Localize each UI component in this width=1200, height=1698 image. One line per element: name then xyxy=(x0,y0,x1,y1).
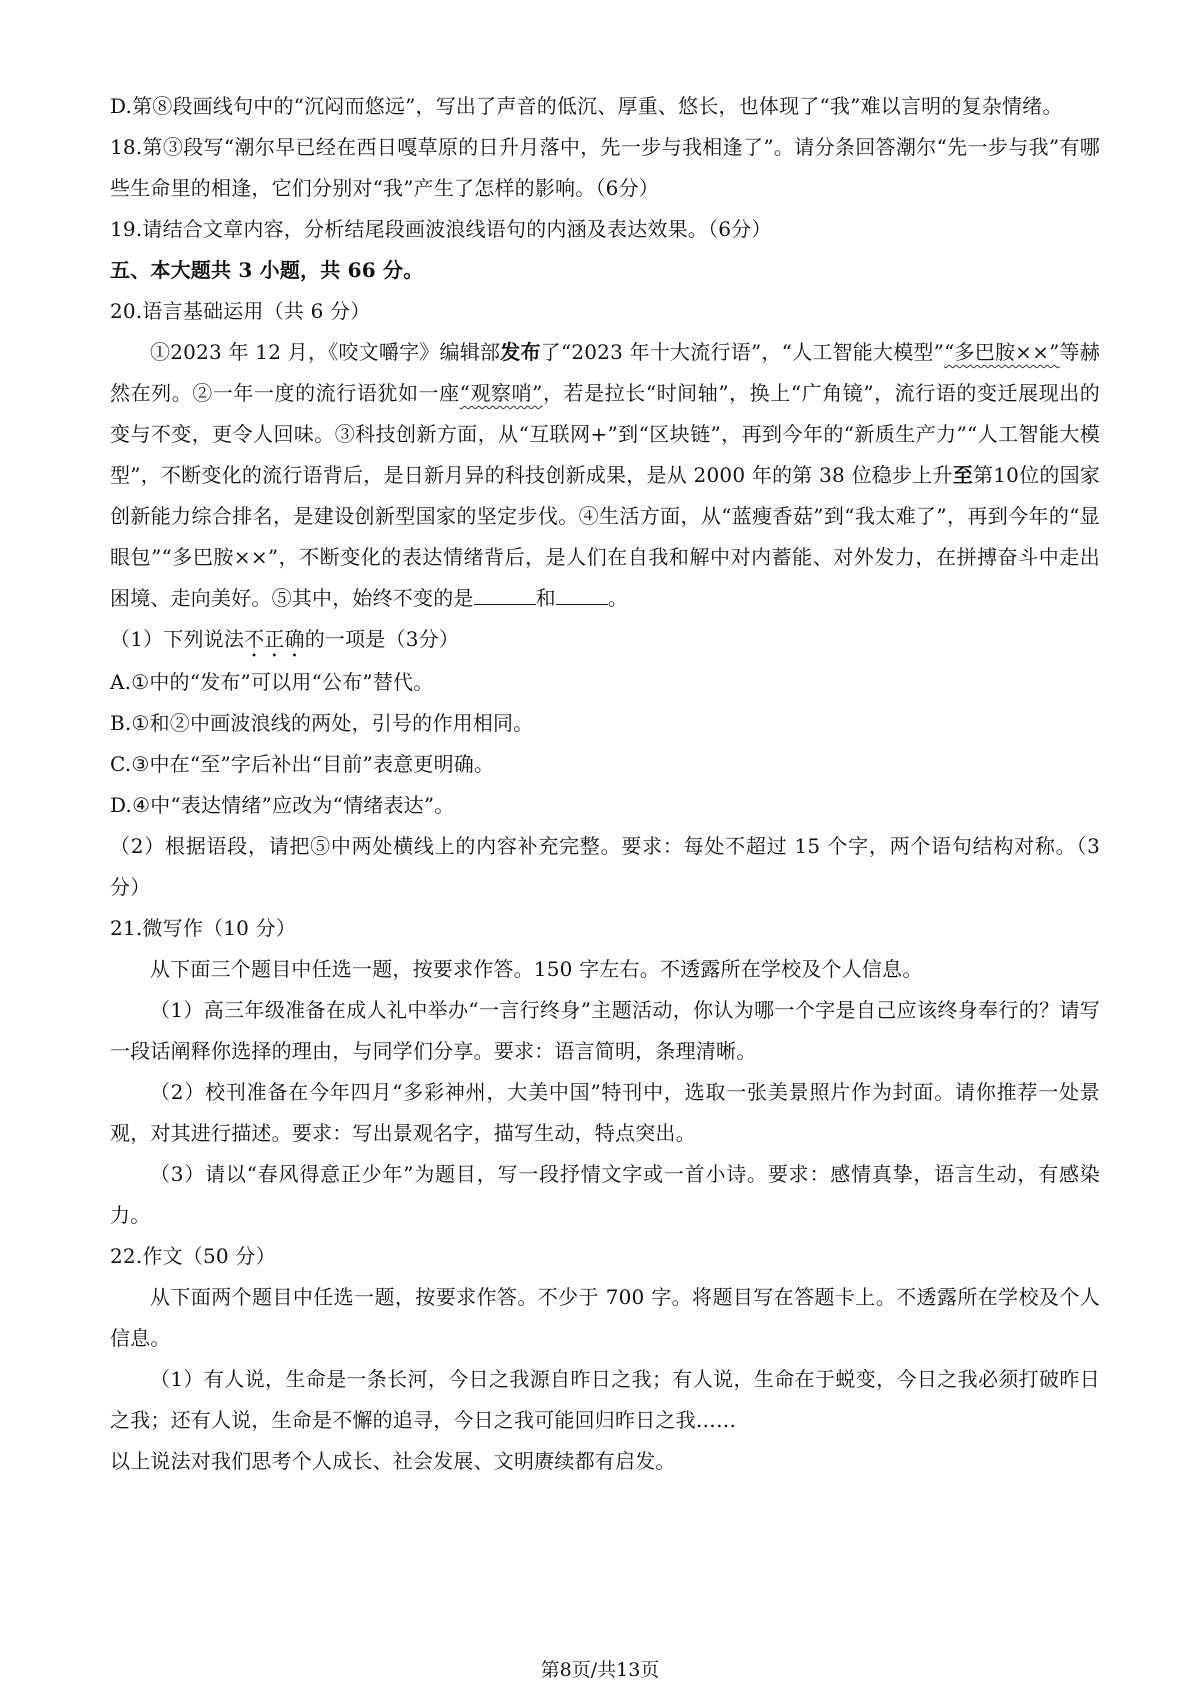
q17-option-d: D.第⑧段画线句中的“沉闷而悠远”，写出了声音的低沉、厚重、悠长，也体现了“我”难以言明的复杂情绪。 xyxy=(110,94,1063,118)
stem-text: 的一项是（3分） xyxy=(304,627,460,651)
q21-intro: 从下面三个题目中任选一题，按要求作答。150 字左右。不透露所在学校及个人信息。 xyxy=(150,957,923,981)
q21-option-3: （3）请以“春风得意正少年”为题目，写一段抒情文字或一首小诗。要求：感情真挚，语言生动，有感染力。 xyxy=(110,1162,1100,1227)
q20-1-option-d: D.④中“表达情绪”应改为“情绪表达”。 xyxy=(110,793,455,817)
answer-blank-2[interactable] xyxy=(556,582,608,605)
q20-1-option-b: B.①和②中画波浪线的两处，引号的作用相同。 xyxy=(110,711,534,735)
passage-text: ①2023 年 12 月，《咬文嚼字》编辑部 xyxy=(150,340,501,364)
passage-text: ，若是拉长“时间轴”，换上“广角镜”，流行语的变迁展现出的变与不变，更令人回味。③科技创新方面，从“互联网+”到“区块链”，再到今年的“新质生产力”“人工智能大模型”，不断变化的流行语背后，是日新月异的科技创新成果，是从 2000 年的第 38 位稳步上升 xyxy=(110,381,1101,487)
q20-2-question: （2）根据语段，请把⑤中两处横线上的内容补充完整。要求：每处不超过 15 个字，两个语句结构对称。（3 分） xyxy=(110,834,1100,899)
q21-title: 21.微写作（10 分） xyxy=(110,916,297,940)
q22-option-1: （1）有人说，生命是一条长河，今日之我源自昨日之我；有人说，生命在于蜕变，今日之我必须打破昨日之我；还有人说，生命是不懈的追寻，今日之我可能回归昨日之我…… xyxy=(110,1367,1100,1432)
passage-text: 。 xyxy=(607,586,629,610)
q22-intro: 从下面两个题目中任选一题，按要求作答。不少于 700 字。将题目写在答题卡上。不透露所在学校及个人信息。 xyxy=(110,1285,1100,1350)
section-five-heading: 五、本大题共 3 小题，共 66 分。 xyxy=(110,258,424,282)
stem-emphasis: 不正确 xyxy=(244,627,305,651)
answer-blank-1[interactable] xyxy=(474,582,536,605)
q19-question: 19.请结合文章内容，分析结尾段画波浪线语句的内涵及表达效果。（6分） xyxy=(110,217,772,241)
q21-option-1: （1）高三年级准备在成人礼中举办“一言行终身”主题活动，你认为哪一个字是自己应该终身奉行的？请写一段话阐释你选择的理由，与同学们分享。要求：语言简明，条理清晰。 xyxy=(110,998,1100,1063)
passage-text: 第10位的国家创新能力综合排名，是建设创新型国家的坚定步伐。④生活方面，从“蓝瘦香菇”到“我太难了”，再到今年的“显眼包”“多巴胺××”，不断变化的表达情绪背后，是人们在自我和解中对内蓄能、对外发力，在拼搏奋斗中走出困境、走向美好。⑤其中，始终不变的是 xyxy=(110,463,1100,610)
q22-option-1-tail: 以上说法对我们思考个人成长、社会发展、文明赓续都有启发。 xyxy=(110,1449,676,1473)
q20-title: 20.语言基础运用（共 6 分） xyxy=(110,299,371,323)
page-footer: 第8页/共13页 xyxy=(540,1659,660,1681)
q20-1-option-c: C.③中在“至”字后补出“目前”表意更明确。 xyxy=(110,752,495,776)
passage-text: 等赫然在列。②一年一度的流行语犹如一座 xyxy=(110,340,1100,405)
stem-text: （1）下列说法 xyxy=(110,627,245,651)
passage-wavy-observation-post: “观察哨” xyxy=(459,381,543,405)
q21-option-2: （2）校刊准备在今年四月“多彩神州，大美中国”特刊中，选取一张美景照片作为封面。请你推荐一处景观，对其进行描述。要求：写出景观名字，描写生动，特点突出。 xyxy=(110,1080,1100,1145)
passage-word-zhi: 至 xyxy=(952,463,973,487)
q22-title: 22.作文（50 分） xyxy=(110,1244,276,1268)
q20-passage xyxy=(110,332,1100,619)
passage-text: 了“2023 年十大流行语”，“人工智能大模型” xyxy=(540,340,945,364)
exam-text xyxy=(110,86,1100,1482)
passage-wavy-dopamine: “多巴胺××” xyxy=(944,340,1060,364)
q20-1-stem xyxy=(110,619,1100,662)
passage-word-publish: 发布 xyxy=(500,340,541,364)
q20-1-option-a: A.①中的“发布”可以用“公布”替代。 xyxy=(110,670,434,694)
q18-question: 18.第③段写“潮尔早已经在西日嘎草原的日升月落中，先一步与我相逢了”。请分条回答潮尔“先一步与我”有哪些生命里的相逢，它们分别对“我”产生了怎样的影响。（6分） xyxy=(110,135,1100,200)
passage-text: 和 xyxy=(535,586,556,610)
